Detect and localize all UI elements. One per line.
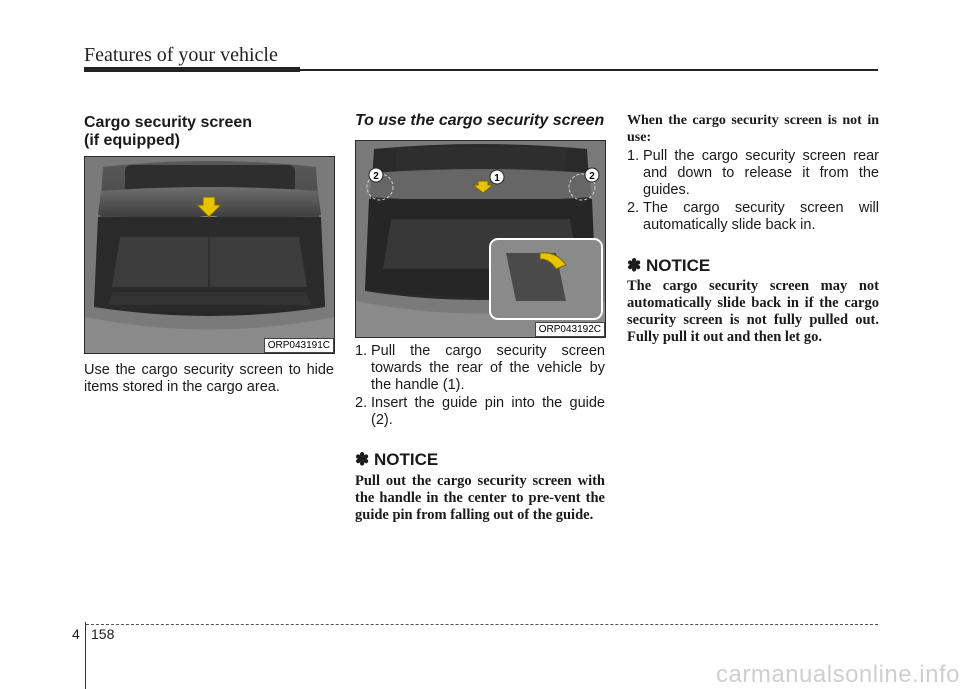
image-code: ORP043191C [264,338,334,353]
watermark: carmanualsonline.info [716,661,960,688]
callout-2-right: 2 [589,171,595,182]
notice-body: The cargo security screen may not automatically slide back in if the cargo security screen is not fully pulled out. Fully pull it out and then let go. [627,278,879,345]
cargo-screen-usage-photo [355,140,606,338]
heading-line-2: (if equipped) [84,132,180,149]
section-heading-use-screen: To use the cargo security screen [355,112,605,129]
step-text: The cargo security screen will automatically slide back in. [643,200,879,233]
not-in-use-step-2 [627,200,879,234]
notice-body: Pull out the cargo security screen with the handle in the center to pre-vent the guide pin from falling out of the guide. [355,473,605,523]
step-number: 2. [627,200,640,216]
not-in-use-step-1 [627,148,879,199]
footer-dotted-rule [86,624,878,625]
use-step-2 [355,395,605,429]
step-number: 2. [355,395,368,411]
cargo-area-photo [84,156,335,354]
cargo-area-illustration [85,157,334,353]
page-header-title: Features of your vehicle [84,44,278,66]
cargo-screen-description: Use the cargo security screen to hide items stored in the cargo area. [84,362,334,395]
step-text: Pull the cargo security screen towards the rear of the vehicle by the handle (1). [371,343,605,393]
page-number: 158 [91,626,115,642]
step-number: 1. [355,343,368,359]
heading-line-1: Cargo security screen [84,114,253,131]
callout-1: 1 [494,173,500,184]
notice-heading: ✽ NOTICE [355,450,439,469]
chapter-number: 4 [72,626,80,642]
header-rule-thin [300,69,878,71]
footer-vertical-rule [85,622,86,689]
header-rule-thick [84,67,300,72]
section-heading-cargo-screen [84,114,334,150]
step-number: 1. [627,148,640,164]
not-in-use-intro: When the cargo security screen is not in use: [627,113,879,145]
use-step-1 [355,343,605,394]
cargo-screen-usage-illustration [356,141,605,337]
notice-heading: ✽ NOTICE [627,256,711,275]
step-text: Insert the guide pin into the guide (2). [371,395,605,428]
callout-2-left: 2 [373,171,379,182]
image-code: ORP043192C [535,322,605,337]
step-text: Pull the cargo security screen rear and down to release it from the guides. [643,148,879,198]
